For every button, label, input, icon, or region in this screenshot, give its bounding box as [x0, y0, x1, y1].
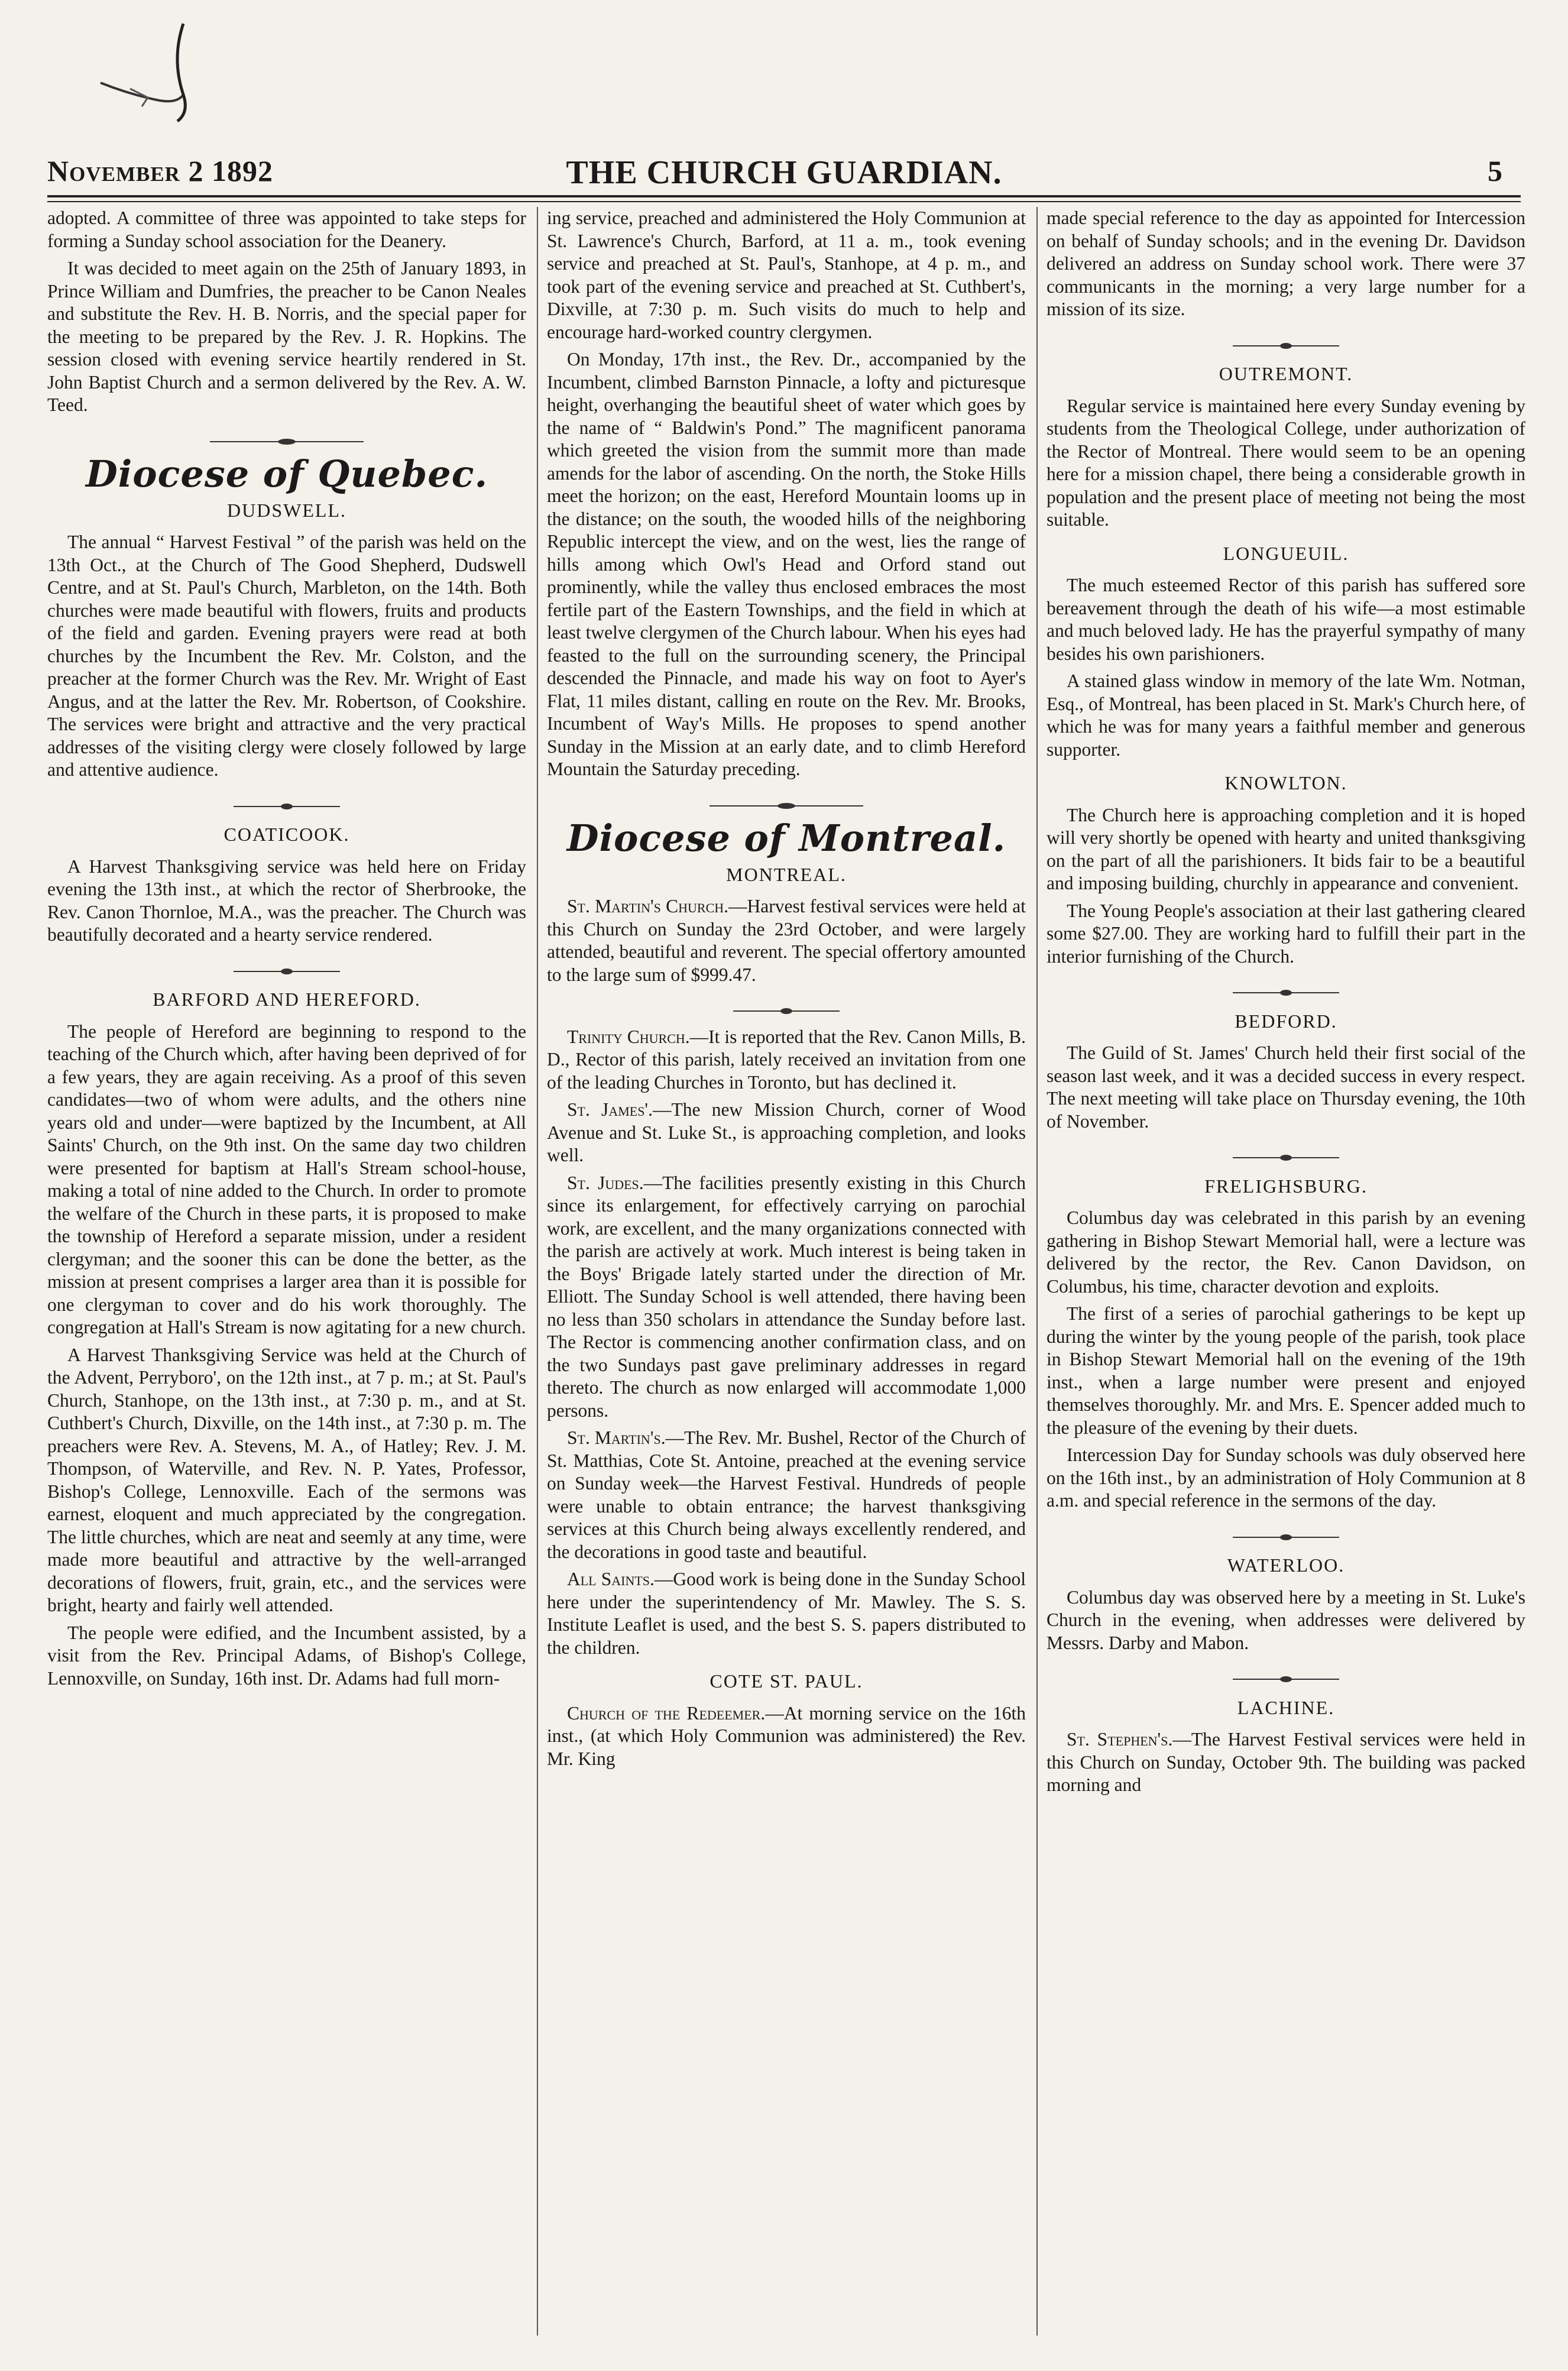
paragraph: A stained glass window in memory of the late Wm. Notman, Esq., of Montreal, has been placed in St. Mark's Church here, of which he was for many years a faithful member and generous supporter. — [1047, 671, 1525, 760]
section-heading: DUDSWELL. — [227, 499, 346, 521]
paragraph: The people of Hereford are beginning to respond to the teaching of the Church which, after having been deprived of for a few years, they are again receiving. As a proof of this seven candidates—two of whom were adults, and the others nine years old and under—were baptized by the Incumbent, at All Saints' Church, on the 9th inst. On the same day two children were presented for baptism at Hall's Stream school-house, making a total of nine added to the Church. In order to promote the welfare of the Church in these parts, it is proposed to make the township of Hereford a separate mission, under a resident clergyman; and the sooner this can be done the better, as the mission at present comprises a larger area than it is possible for one clergyman to cover and do his work thoroughly. The congregation at Hall's Stream is now agitating for a new church. — [47, 1021, 526, 1337]
section-ornament — [47, 790, 526, 813]
section-ornament — [47, 955, 526, 978]
paragraph — [547, 1172, 1026, 1423]
section-ornament — [1047, 1521, 1525, 1544]
paragraph: Regular service is maintained here every Sunday evening by students from the Theological College, under authorization of the Rector of Montreal. There would seem to be an opening here for a mission chapel, there being a considerable growth in population and the present place of meeting not being the most suitable. — [1047, 395, 1525, 530]
diocese-heading: Diocese of Montreal. — [566, 817, 1006, 860]
paragraph: The first of a series of parochial gatherings to be kept up during the winter by the young people of the parish, took place in Bishop Stewart Memorial hall on the evening of the 19th inst., when a large number were present and enjoyed themselves thoroughly. Mr. and Mrs. E. Spencer added much to the pleasure of the evening by their duets. — [1047, 1303, 1525, 1438]
section-ornament — [1047, 329, 1525, 352]
paragraph-body: —Good work is being done in the Sunday School here under the superintendency of Mr. Mawley. The S. S. Institute Leaflet is used, and the best S. S. papers distributed to the children. — [547, 1569, 1026, 1658]
paragraph: A Harvest Thanksgiving service was held here on Friday evening the 13th inst., at which the rector of Sherbrooke, the Rev. Canon Thornloe, M.A., was the preacher. The Church was beautifully decorated and a hearty service rendered. — [47, 856, 526, 945]
paragraph-body: —It is reported that the Rev. Canon Mills, B. D., Rector of this parish, lately received an invitation from one of the leading Churches in Toronto, but has declined it. — [547, 1026, 1026, 1093]
paragraph: Intercession Day for Sunday schools was duly observed here on the 16th inst., by an administration of Holy Communion at 8 a.m. and special reference in the sermons of the day. — [1047, 1444, 1525, 1511]
section-heading: FRELIGHSBURG. — [1204, 1175, 1368, 1197]
paragraph-lead: Church of the Redeemer. — [567, 1702, 766, 1724]
section-ornament — [1047, 1663, 1525, 1686]
paragraph — [547, 1427, 1026, 1563]
paragraph-body: —Harvest festival services were held at this Church on Sunday the 23rd October, and were largely attended, beautiful and reverent. The special offertory amounted to the large sum of $999.47. — [547, 896, 1026, 985]
paragraph: A Harvest Thanksgiving Service was held at the Church of the Advent, Perryboro', on the 12th inst., at 7 p. m.; at St. Paul's Church, Stanhope, on the 13th inst., at 7:30 p. m., and at St. Cuthbert's Church, Dixville, on the 14th inst., at 7:30 p. m. The preachers were Rev. A. Stevens, M. A., of Hatley; Rev. J. M. Thompson, of Waterville, and Rev. N. P. Yates, Professor, Bishop's College, Lennoxville. Each of the sermons was earnest, eloquent and much appreciated by the congregation. The little churches, which are neat and seemly at any time, were made more beautiful and attractive by the well-arranged decorations of flowers, fruit, grain, etc., and the services were bright, hearty and fairly well attended. — [47, 1344, 526, 1615]
paragraph — [547, 1026, 1026, 1094]
paragraph: ing service, preached and administered the Holy Communion at St. Lawrence's Church, Barford, at 11 a. m., took evening service and preached at St. Paul's, Stanhope, at 4 p. m., and took part of the evening service and preached at St. Cuthbert's, Dixville, at 7:30 p. m. Such visits do much to help and encourage hard-worked country clergymen. — [547, 208, 1026, 342]
paragraph-lead: St. Martin's. — [567, 1427, 666, 1448]
section-heading: LACHINE. — [1237, 1696, 1335, 1718]
column-2 — [547, 207, 1026, 2336]
section-ornament — [547, 789, 1026, 812]
section-heading: BARFORD AND HEREFORD. — [153, 989, 421, 1010]
section-heading: MONTREAL. — [726, 863, 847, 885]
issue-date: November 2 1892 — [47, 154, 273, 187]
paragraph — [547, 1099, 1026, 1167]
paragraph: The Church here is approaching completion and it is hoped will very shortly be opened with hearty and united thanksgiving on the part of all the parishioners. It bids fair to be a beautiful and imposing building, churchly in appearance and convenient. — [1047, 804, 1525, 893]
column-divider — [1036, 207, 1038, 2336]
paragraph — [1047, 1728, 1525, 1797]
page-header — [47, 148, 1521, 195]
header-rule-thin — [47, 201, 1521, 202]
section-ornament — [1047, 1141, 1525, 1164]
diocese-heading: Diocese of Quebec. — [85, 452, 488, 495]
paragraph-body: —The Rev. Mr. Bushel, Rector of the Church of St. Matthias, Cote St. Antoine, preached at the evening service on Sunday week—the Harvest Festival. Hundreds of people were unable to obtain entrance; the harvest thanksgiving services at this Church being always excellently rendered, and the decorations in good taste and beautiful. — [547, 1427, 1026, 1562]
header-rule — [47, 195, 1521, 197]
paragraph: It was decided to meet again on the 25th of January 1893, in Prince William and Dumfries, the preacher to be Canon Neales and substitute the Rev. H. B. Norris, and the special paper for the meeting to be prepared by the Rev. J. R. Hopkins. The session closed with evening service heartily rendered in St. John Baptist Church and a sermon delivered by the Rev. A. W. Teed. — [47, 258, 526, 415]
paragraph-body: —The facilities presently existing in this Church since its enlargement, for effectively carrying on parochial work, are excellent, and the many organizations connected with the parish are actively at work. Much interest is being taken in the Boys' Brigade lately started under the direction of Mr. Elliott. The Sunday School is well attended, there having been no less than 350 scholars in attendance the Sunday before last. The Rector is commencing another confirmation class, and on the two Sundays past gave preliminary addresses in regard thereto. The church as now enlarged will accommodate 1,000 persons. — [547, 1172, 1026, 1421]
paragraph: adopted. A committee of three was appointed to take steps for forming a Sunday school association for the Deanery. — [47, 208, 526, 251]
section-heading: COTE ST. PAUL. — [710, 1670, 863, 1692]
paragraph-lead: St. Judes. — [567, 1172, 644, 1193]
column-3 — [1047, 207, 1525, 2336]
section-heading: LONGUEUIL. — [1223, 542, 1349, 564]
column-divider — [537, 207, 538, 2336]
section-ornament — [1047, 976, 1525, 999]
paragraph: The much esteemed Rector of this parish has suffered sore bereavement through the death of his wife—a most estimable and much beloved lady. He has the prayerful sympathy of many besides his own parishioners. — [1047, 575, 1525, 664]
newspaper-title: THE CHURCH GUARDIAN. — [566, 154, 1002, 191]
paragraph: Columbus day was observed here by a meeting in St. Luke's Church in the evening, when addresses were delivered by Messrs. Darby and Mabon. — [1047, 1586, 1525, 1653]
paragraph: Columbus day was celebrated in this parish by an evening gathering in Bishop Stewart Memorial hall, were a lecture was delivered by the rector, the Rev. Canon Davidson, on Columbus, his time, character devotion and exploits. — [1047, 1207, 1525, 1297]
paragraph-body: —The Harvest Festival services were held in this Church on Sunday, October 9th. The building was packed morning and — [1047, 1729, 1525, 1795]
paragraph-lead: All Saints. — [567, 1569, 655, 1589]
section-ornament — [47, 425, 526, 448]
section-heading: KNOWLTON. — [1224, 772, 1347, 793]
paragraph-lead: St. James'. — [567, 1099, 653, 1120]
paragraph: The Guild of St. James' Church held their first social of the season last week, and it was a decided success in every respect. The next meeting will take place on Thursday evening, the 10th of November. — [1047, 1042, 1525, 1132]
paragraph-body: —The new Mission Church, corner of Wood Avenue and St. Luke St., is approaching completion, and looks well. — [547, 1099, 1026, 1165]
section-heading: WATERLOO. — [1227, 1554, 1345, 1576]
paragraph — [547, 895, 1026, 986]
page-number: 5 — [1488, 154, 1503, 187]
section-heading: COATICOOK. — [223, 824, 350, 845]
paragraph: On Monday, 17th inst., the Rev. Dr., accompanied by the Incumbent, climbed Barnston Pinnacle, a lofty and picturesque height, overhanging the beautiful sheet of water which goes by the name of “ Baldwin's Pond.” The magnificent panorama which greeted the vision from the summit more than made amends for the labor of ascending. On the north, the Stoke Hills meet the horizon; on the east, Hereford Mountain looms up in the distance; on the south, the wooded hills of the neighboring Republic intercept the view, and on the west, lies the range of hills among which Owl's Head and Orford stand out prominently, while the valley thus enclosed embraces the most fertile part of the Eastern Townships, and the field in which at least twelve clergymen of the Church labour. When his eyes had feasted to the full on the surrounding scenery, the Principal descended the Pinnacle, and made his way on foot to Ayer's Flat, 11 miles distant, calling en route on the Rev. Mr. Brooks, Incumbent of Way's Mills. He proposes to spend another Sunday in the Mission at an early date, and to climb Hereford Mountain the Saturday preceding. — [547, 349, 1026, 779]
paragraph-lead: Trinity Church. — [567, 1026, 690, 1047]
paragraph-lead: St. Martin's Church. — [567, 896, 729, 916]
paragraph — [547, 1702, 1026, 1771]
ink-scribble-mark — [95, 12, 201, 130]
column-1 — [47, 207, 526, 2336]
paragraph: The Young People's association at their last gathering cleared some $27.00. They are working hard to fulfill their part in the interior furnishing of the Church. — [1047, 900, 1525, 967]
section-heading: BEDFORD. — [1235, 1010, 1337, 1032]
paragraph: The annual “ Harvest Festival ” of the parish was held on the 13th Oct., at the Church of The Good Shepherd, Dudswell Centre, and at St. Paul's Church, Marbleton, on the 14th. Both churches were made beautiful with flowers, fruits and products of the field and garden. Evening prayers were read at both churches by the Incumbent the Rev. Mr. Colston, and the preacher at the former Church was the Rev. Mr. Wright of East Angus, and at the latter the Rev. Mr. Robertson, of Cookshire. The services were bright and attractive and the very practical addresses of the visiting clergy were closely followed by large and attentive audience. — [47, 532, 526, 780]
paragraph-lead: St. Stephen's. — [1067, 1729, 1173, 1750]
article-columns — [47, 207, 1525, 2336]
paragraph — [547, 1568, 1026, 1659]
paragraph: The people were edified, and the Incumbent assisted, by a visit from the Rev. Principal Adams, of Bishop's College, Lennoxville, on Sunday, 16th inst. Dr. Adams had full morn- — [47, 1622, 526, 1689]
paragraph: made special reference to the day as appointed for Intercession on behalf of Sunday schools; and in the evening Dr. Davidson delivered an address on Sunday school work. There were 37 communicants in the morning; a very large number for a mission of its size. — [1047, 208, 1525, 319]
paragraph-body: —At morning service on the 16th inst., (at which Holy Communion was administered) the Rev. Mr. King — [547, 1702, 1026, 1769]
section-ornament — [547, 995, 1026, 1018]
section-heading: OUTREMONT. — [1219, 363, 1353, 384]
